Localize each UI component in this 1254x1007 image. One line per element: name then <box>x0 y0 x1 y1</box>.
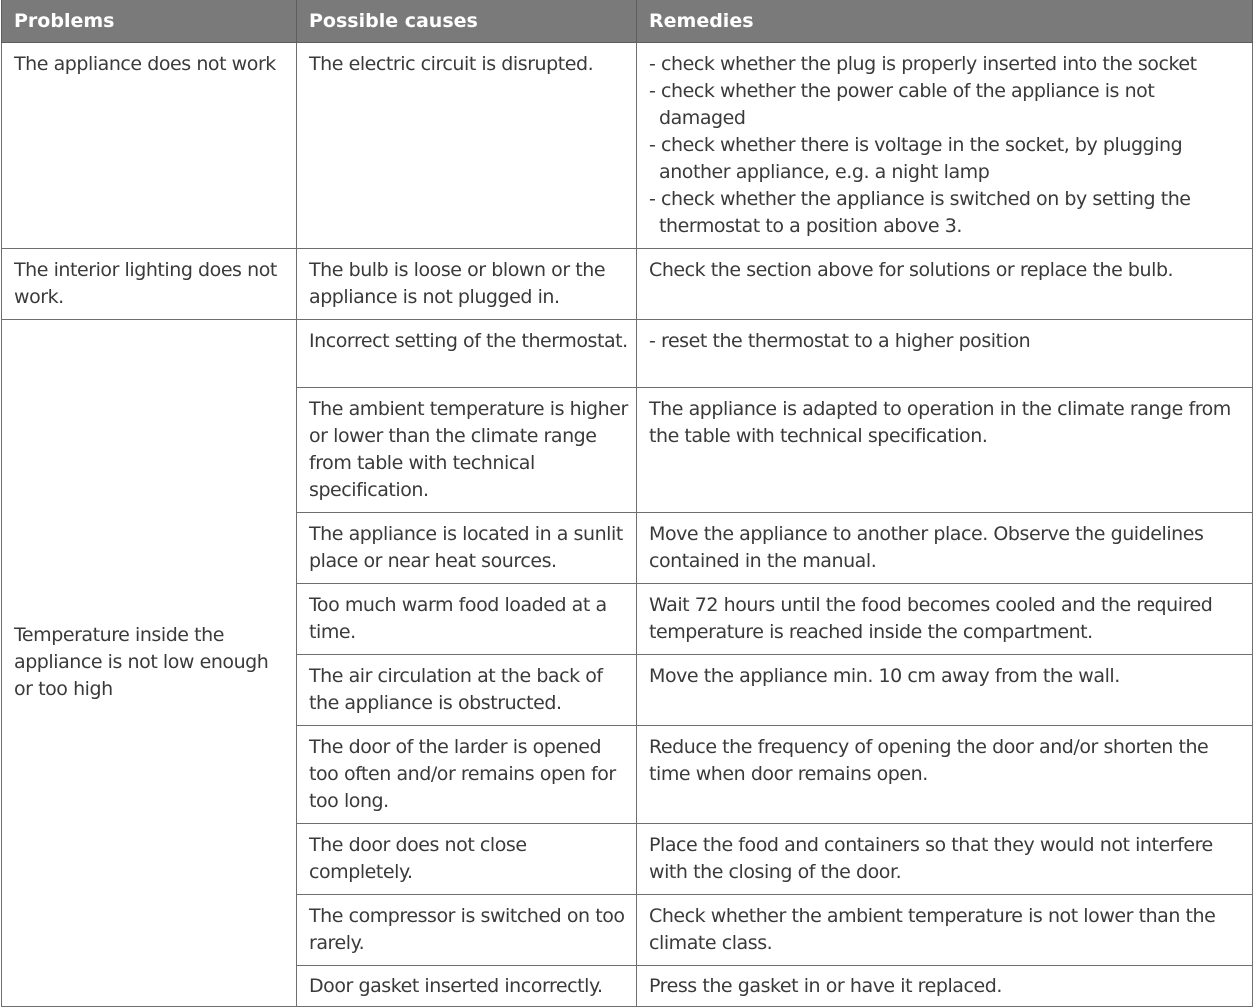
header-possible-causes: Possible causes <box>297 0 637 42</box>
remedy-list-item: - reset the thermostat to a higher position <box>649 328 1244 355</box>
header-row <box>2 0 1253 42</box>
table-row <box>2 42 1253 248</box>
cause-cell: The electric circuit is disrupted. <box>297 42 637 248</box>
problem-cell: Temperature inside the appliance is not low enough or too high <box>2 319 297 1006</box>
cause-cell: Too much warm food loaded at a time. <box>297 583 637 654</box>
remedy-cell: Reduce the frequency of opening the door and/or shorten the time when door remains open. <box>637 725 1253 823</box>
cause-cell: The compressor is switched on too rarely. <box>297 894 637 965</box>
remedy-list-item: - check whether the appliance is switched on by setting the thermostat to a position above 3. <box>649 186 1244 240</box>
table-row <box>2 248 1253 319</box>
cause-cell: The door does not close completely. <box>297 823 637 894</box>
cause-cell: The bulb is loose or blown or the appliance is not plugged in. <box>297 248 637 319</box>
cause-cell: Incorrect setting of the thermostat. <box>297 319 637 387</box>
cause-cell: The air circulation at the back of the appliance is obstructed. <box>297 654 637 725</box>
cause-cell: The appliance is located in a sunlit place or near heat sources. <box>297 512 637 583</box>
remedy-list-item: - check whether there is voltage in the socket, by plugging another appliance, e.g. a night lamp <box>649 132 1244 186</box>
remedy-cell: Move the appliance to another place. Observe the guidelines contained in the manual. <box>637 512 1253 583</box>
cause-cell: The ambient temperature is higher or lower than the climate range from table with technical specification. <box>297 387 637 512</box>
problem-cell: The appliance does not work <box>2 42 297 248</box>
problem-cell: The interior lighting does not work. <box>2 248 297 319</box>
cause-cell: The door of the larder is opened too often and/or remains open for too long. <box>297 725 637 823</box>
remedy-cell: Move the appliance min. 10 cm away from the wall. <box>637 654 1253 725</box>
remedy-cell <box>637 319 1253 387</box>
remedy-cell: The appliance is adapted to operation in the climate range from the table with technical specification. <box>637 387 1253 512</box>
header-problems: Problems <box>2 0 297 42</box>
header-remedies: Remedies <box>637 0 1253 42</box>
remedy-list-item: - check whether the plug is properly inserted into the socket <box>649 51 1244 78</box>
table-row <box>2 319 1253 387</box>
remedy-cell: Check the section above for solutions or replace the bulb. <box>637 248 1253 319</box>
cause-cell: Door gasket inserted incorrectly. <box>297 965 637 1006</box>
remedy-cell: Press the gasket in or have it replaced. <box>637 965 1253 1006</box>
remedy-cell: Check whether the ambient temperature is not lower than the climate class. <box>637 894 1253 965</box>
remedy-list <box>649 51 1244 240</box>
remedy-cell: Place the food and containers so that they would not interfere with the closing of the door. <box>637 823 1253 894</box>
troubleshooting-table <box>1 0 1253 1007</box>
remedy-list <box>649 328 1244 355</box>
remedy-cell <box>637 42 1253 248</box>
remedy-list-item: - check whether the power cable of the appliance is not damaged <box>649 78 1244 132</box>
remedy-cell: Wait 72 hours until the food becomes cooled and the required temperature is reached inside the compartment. <box>637 583 1253 654</box>
